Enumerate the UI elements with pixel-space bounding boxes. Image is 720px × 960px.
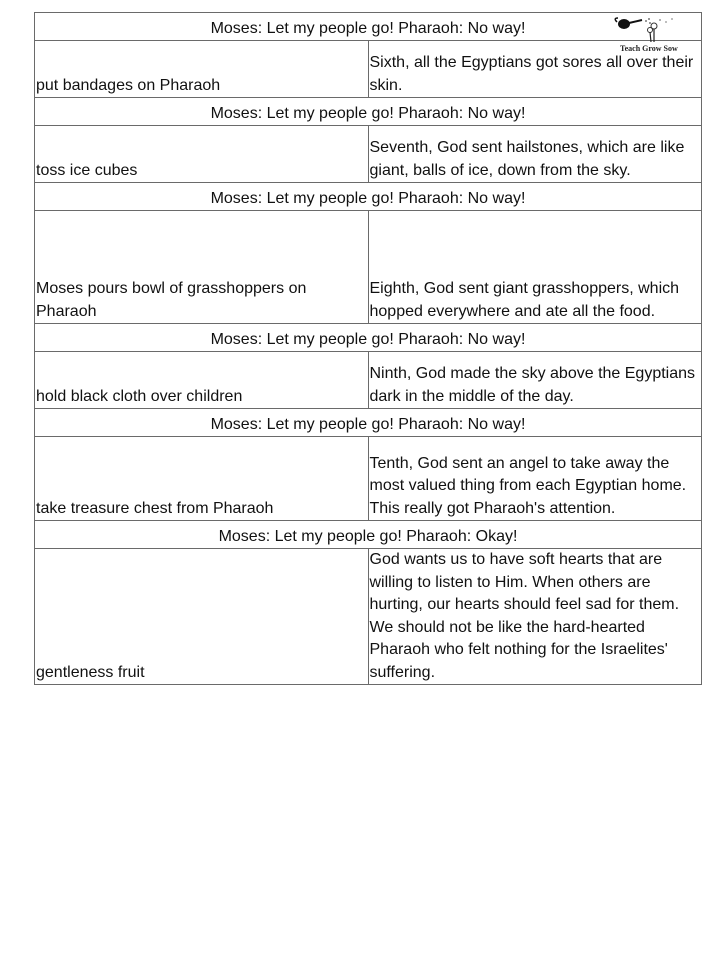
banner-row <box>35 409 702 437</box>
dialogue-banner: Moses: Let my people go! Pharaoh: No way! <box>35 98 702 126</box>
table-row <box>35 352 702 409</box>
table-row <box>35 126 702 183</box>
table-row <box>35 437 702 521</box>
narration-cell: God wants us to have soft hearts that are willing to listen to Him. When others are hurting, our hearts should feel sad for them. We should not be like the hard-hearted Pharaoh who felt nothing for the Israelites' suffering. <box>368 549 702 685</box>
table-row <box>35 211 702 324</box>
action-cell: Moses pours bowl of grasshoppers on Pharaoh <box>35 211 369 324</box>
narration-cell: Tenth, God sent an angel to take away the most valued thing from each Egyptian home. This really got Pharaoh's attention. <box>368 437 702 521</box>
action-cell: take treasure chest from Pharaoh <box>35 437 369 521</box>
banner-row <box>35 13 702 41</box>
narration-cell: Sixth, all the Egyptians got sores all over their skin. <box>368 41 702 98</box>
narration-cell: Eighth, God sent giant grasshoppers, which hopped everywhere and ate all the food. <box>368 211 702 324</box>
watering-can-dandelion-icon <box>614 16 684 46</box>
narration-cell: Ninth, God made the sky above the Egyptians dark in the middle of the day. <box>368 352 702 409</box>
script-table <box>34 12 702 685</box>
dialogue-banner: Moses: Let my people go! Pharaoh: No way! <box>35 13 702 41</box>
banner-row <box>35 324 702 352</box>
action-cell: put bandages on Pharaoh <box>35 41 369 98</box>
action-cell: toss ice cubes <box>35 126 369 183</box>
teach-grow-sow-logo <box>614 16 684 56</box>
narration-cell: Seventh, God sent hailstones, which are like giant, balls of ice, down from the sky. <box>368 126 702 183</box>
table-row <box>35 549 702 685</box>
banner-row <box>35 183 702 211</box>
banner-row <box>35 98 702 126</box>
action-cell: gentleness fruit <box>35 549 369 685</box>
banner-row <box>35 521 702 549</box>
dialogue-banner: Moses: Let my people go! Pharaoh: No way! <box>35 324 702 352</box>
action-cell: hold black cloth over children <box>35 352 369 409</box>
dialogue-banner: Moses: Let my people go! Pharaoh: Okay! <box>35 521 702 549</box>
table-row <box>35 41 702 98</box>
logo-text: Teach Grow Sow <box>620 44 678 53</box>
dialogue-banner: Moses: Let my people go! Pharaoh: No way! <box>35 183 702 211</box>
dialogue-banner: Moses: Let my people go! Pharaoh: No way! <box>35 409 702 437</box>
